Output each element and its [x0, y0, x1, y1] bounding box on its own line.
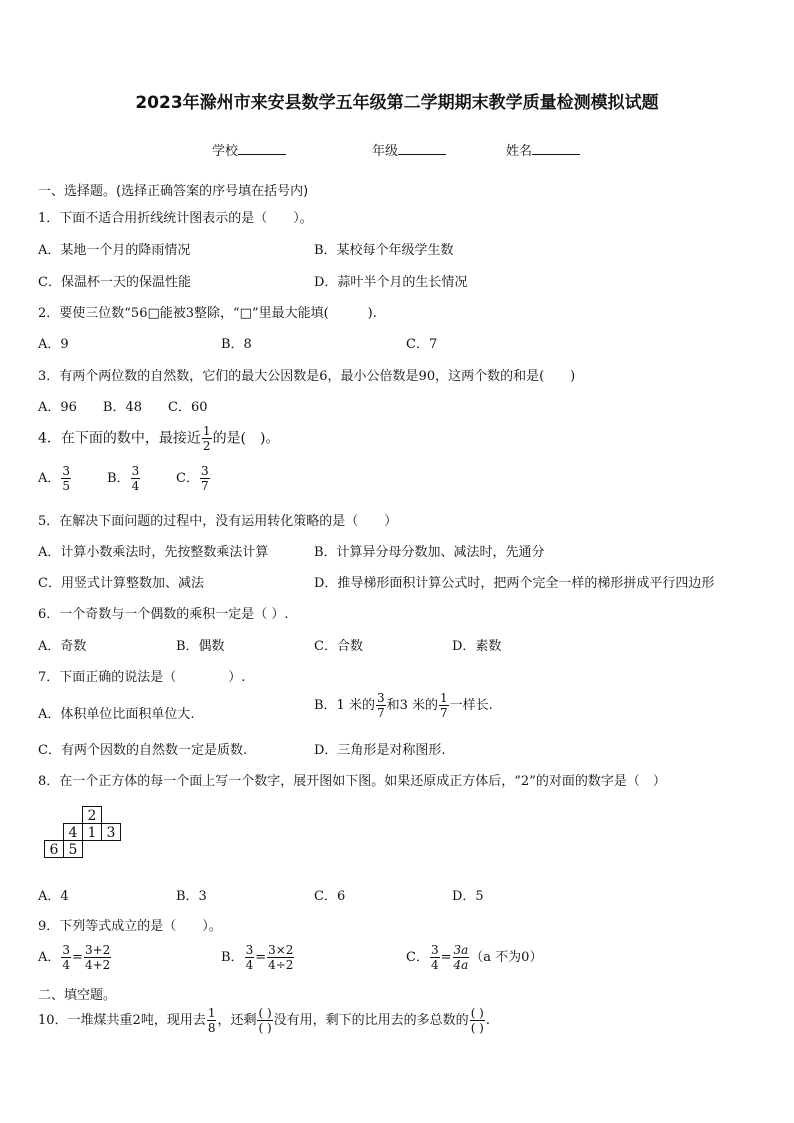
question-5: 5．在解决下面问题的过程中，没有运用转化策略的是（ ） [38, 514, 398, 529]
fraction: $\frac{3}{4}$ [131, 464, 140, 493]
net-cell: 4 [63, 823, 83, 841]
q5-option-a[interactable]: A．计算小数乘法时，先按整数乘法计算 [38, 545, 269, 560]
q9-option-a[interactable]: A． $\frac{3}{4}$ = $\frac{3+2}{4+2}$ [38, 943, 111, 972]
fraction: $\frac{3}{7}$ [376, 691, 385, 720]
q8-option-d[interactable]: D．5 [452, 889, 484, 904]
question-7: 7．下面正确的说法是（ ）. [38, 670, 246, 685]
section-heading: 二、填空题。 [38, 988, 117, 1003]
question-1: 1．下面不适合用折线统计图表示的是（ ）。 [38, 211, 313, 226]
net-cell: 3 [101, 823, 121, 841]
question-4: 4．在下面的数中，最接近 $\frac{1}{2}$ 的是( )。 [38, 424, 280, 453]
net-cell: 5 [63, 840, 83, 858]
fraction: $\frac{1}{2}$ [202, 424, 211, 453]
q6-option-b[interactable]: B．偶数 [176, 639, 225, 654]
q4-option-a[interactable]: A． $\frac{3}{5}$ [38, 464, 71, 493]
q8-option-b[interactable]: B．3 [176, 889, 207, 904]
q6-option-c[interactable]: C．合数 [314, 639, 363, 654]
fraction: $\frac{1}{8}$ [207, 1006, 216, 1035]
section-heading: 一、选择题。(选择正确答案的序号填在括号内) [38, 184, 309, 199]
q8-option-a[interactable]: A．4 [38, 889, 69, 904]
fraction: $\frac{3}{5}$ [62, 464, 71, 493]
q1-option-c[interactable]: C．保温杯一天的保温性能 [38, 275, 191, 290]
question-8: 8．在一个正方体的每一个面上写一个数字，展开图如下图。如果还原成正方体后，“2”的对面的数字是（ ） [38, 774, 666, 789]
q2-option-a[interactable]: A．9 [38, 337, 69, 352]
question-2: 2．要使三位数“56□能被3整除，“□”里最大能填( ). [38, 306, 377, 321]
q4-option-c[interactable]: C． $\frac{3}{7}$ [176, 464, 209, 493]
question-9: 9．下列等式成立的是（ ）。 [38, 919, 222, 934]
q1-option-a[interactable]: A．某地一个月的降雨情况 [38, 243, 191, 258]
q2-option-b[interactable]: B．8 [221, 337, 252, 352]
q7-option-a[interactable]: A．体积单位比面积单位大. [38, 707, 195, 722]
answer-blank[interactable]: $\frac{( )}{( )}$ [258, 1006, 272, 1035]
page-title: 2023年滁州市来安县数学五年级第二学期期末教学质量检测模拟试题 [135, 93, 659, 113]
q6-option-d[interactable]: D．素数 [452, 639, 502, 654]
question-3: 3．有两个两位数的自然数，它们的最大公因数是6，最小公倍数是90，这两个数的和是( ) [38, 369, 576, 384]
q9-option-c[interactable]: C． $\frac{3}{4}$ = $\frac{3a}{4a}$ （a 不为0） [406, 943, 543, 972]
fraction: $\frac{3+2}{4+2}$ [84, 943, 111, 972]
q2-option-c[interactable]: C．7 [406, 337, 438, 352]
fraction: $\frac{3}{4}$ [62, 943, 71, 972]
q3-options[interactable]: A．96 B．48 C．60 [38, 400, 208, 415]
q9-option-b[interactable]: B． $\frac{3}{4}$ = $\frac{3\times 2}{4\div 2}$ [221, 943, 294, 972]
q1-option-b[interactable]: B．某校每个年级学生数 [314, 243, 454, 258]
q5-option-d[interactable]: D．推导梯形面积计算公式时，把两个完全一样的梯形拼成平行四边形 [314, 576, 715, 591]
q5-option-c[interactable]: C．用竖式计算整数加、减法 [38, 576, 204, 591]
q7-option-d[interactable]: D．三角形是对称图形. [314, 743, 446, 758]
school-field[interactable]: 学校 [212, 140, 286, 159]
fraction: $\frac{3a}{4a}$ [453, 943, 469, 972]
fraction: $\frac{1}{7}$ [440, 691, 448, 720]
q8-option-c[interactable]: C．6 [314, 889, 346, 904]
name-field[interactable]: 姓名 [506, 140, 580, 159]
q7-option-c[interactable]: C．有两个因数的自然数一定是质数. [38, 743, 248, 758]
q4-option-b[interactable]: B． $\frac{3}{4}$ [107, 464, 140, 493]
q5-option-b[interactable]: B．计算异分母分数加、减法时，先通分 [314, 545, 545, 560]
net-cell: 2 [82, 806, 102, 824]
fraction: $\frac{3}{4}$ [245, 943, 254, 972]
net-cell: 1 [82, 823, 102, 841]
answer-blank[interactable]: $\frac{( )}{( )}$ [470, 1006, 484, 1035]
q6-option-a[interactable]: A．奇数 [38, 639, 87, 654]
net-cell: 6 [44, 840, 64, 858]
fraction: $\frac{3\times 2}{4\div 2}$ [268, 943, 294, 972]
fraction: $\frac{3}{4}$ [430, 943, 439, 972]
grade-field[interactable]: 年级 [372, 140, 446, 159]
question-10: 10．一堆煤共重2吨，现用去 $\frac{1}{8}$ ，还剩 $\frac{( )}{( )}$ 没有用，剩下的比用去的多总数的 $\frac{( )}{( )}$ . [38, 1006, 491, 1035]
q1-option-d[interactable]: D．蒜叶半个月的生长情况 [314, 275, 468, 290]
q7-option-b[interactable]: B．1 米的 $\frac{3}{7}$ 和3 米的 $\frac{1}{7}$ 一样长. [314, 691, 493, 720]
fraction: $\frac{3}{7}$ [200, 464, 209, 493]
question-6: 6．一个奇数与一个偶数的乘积一定是（ ）. [38, 607, 289, 622]
